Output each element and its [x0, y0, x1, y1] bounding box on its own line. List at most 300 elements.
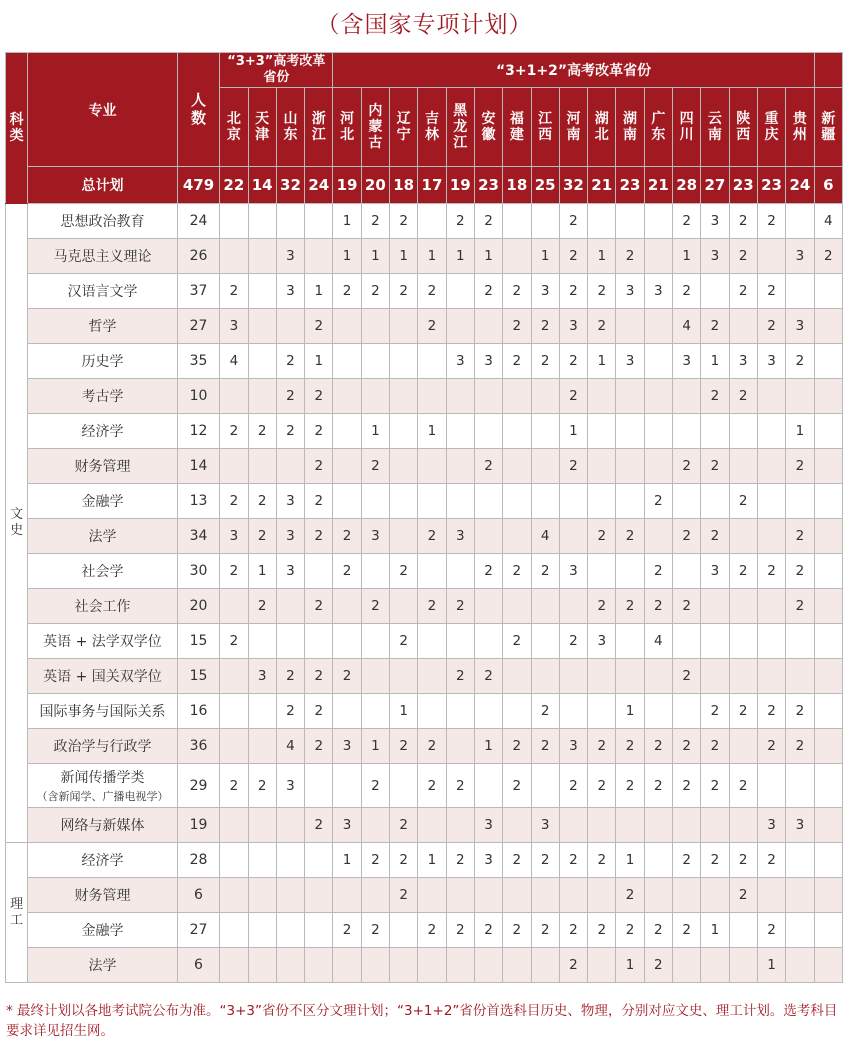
quota-cell [588, 204, 616, 239]
quota-cell: 4 [531, 519, 559, 554]
quota-cell: 2 [531, 729, 559, 764]
quota-cell [786, 878, 814, 913]
quota-cell [588, 554, 616, 589]
quota-cell: 2 [672, 519, 700, 554]
quota-cell: 2 [644, 729, 672, 764]
quota-cell [814, 484, 842, 519]
quota-cell [814, 519, 842, 554]
quota-cell [503, 414, 531, 449]
major-total: 28 [177, 843, 219, 878]
quota-cell [729, 589, 757, 624]
major-row [6, 694, 843, 729]
quota-cell [531, 484, 559, 519]
quota-cell [644, 878, 672, 913]
quota-cell: 3 [616, 344, 644, 379]
quota-cell: 2 [786, 694, 814, 729]
quota-cell: 2 [305, 729, 333, 764]
quota-cell [220, 843, 248, 878]
quota-cell: 2 [276, 694, 304, 729]
quota-cell: 2 [616, 913, 644, 948]
quota-cell [757, 589, 785, 624]
quota-cell: 3 [276, 484, 304, 519]
quota-cell: 2 [418, 764, 446, 808]
quota-cell [248, 913, 276, 948]
quota-cell [390, 659, 418, 694]
quota-cell [757, 379, 785, 414]
quota-cell [248, 878, 276, 913]
quota-cell [276, 948, 304, 983]
province-total: 21 [588, 167, 616, 204]
quota-cell: 2 [333, 659, 361, 694]
quota-cell: 2 [390, 274, 418, 309]
quota-cell [503, 948, 531, 983]
category-wenshi: 文 史 [6, 204, 28, 843]
quota-cell [616, 659, 644, 694]
province-header: 安 徽 [474, 88, 502, 167]
major-name [28, 659, 178, 694]
quota-cell: 1 [531, 239, 559, 274]
quota-cell [418, 624, 446, 659]
quota-cell: 2 [672, 204, 700, 239]
quota-cell [786, 843, 814, 878]
quota-cell: 3 [220, 519, 248, 554]
major-row [6, 878, 843, 913]
quota-cell [503, 808, 531, 843]
quota-cell [446, 878, 474, 913]
quota-cell: 2 [757, 204, 785, 239]
quota-cell [588, 379, 616, 414]
major-total: 27 [177, 913, 219, 948]
quota-cell [333, 878, 361, 913]
province-total: 25 [531, 167, 559, 204]
quota-cell: 2 [588, 729, 616, 764]
quota-cell [474, 694, 502, 729]
quota-cell [276, 913, 304, 948]
quota-cell [361, 694, 389, 729]
major-name-text: 法学 [88, 529, 117, 545]
quota-cell: 2 [672, 843, 700, 878]
quota-cell: 2 [786, 519, 814, 554]
quota-cell [531, 659, 559, 694]
quota-cell: 2 [305, 379, 333, 414]
quota-cell: 2 [474, 913, 502, 948]
quota-cell [390, 414, 418, 449]
quota-cell [418, 449, 446, 484]
quota-cell: 3 [701, 204, 729, 239]
province-total: 19 [333, 167, 361, 204]
major-row [6, 379, 843, 414]
quota-cell: 2 [333, 554, 361, 589]
quota-cell: 2 [418, 519, 446, 554]
quota-cell [248, 808, 276, 843]
major-total: 35 [177, 344, 219, 379]
quota-cell: 2 [559, 204, 587, 239]
quota-cell: 1 [361, 239, 389, 274]
quota-cell: 2 [729, 843, 757, 878]
quota-cell: 2 [305, 309, 333, 344]
quota-cell [446, 554, 474, 589]
quota-cell [644, 344, 672, 379]
quota-cell [588, 808, 616, 843]
quota-cell [814, 309, 842, 344]
quota-cell [701, 878, 729, 913]
major-total: 29 [177, 764, 219, 808]
province-header: 北 京 [220, 88, 248, 167]
major-name-text: 历史学 [81, 354, 124, 370]
quota-cell [361, 624, 389, 659]
quota-cell: 2 [701, 694, 729, 729]
quota-cell: 4 [644, 624, 672, 659]
quota-cell [248, 344, 276, 379]
quota-cell [248, 449, 276, 484]
quota-cell [559, 694, 587, 729]
quota-cell [616, 379, 644, 414]
quota-cell [390, 484, 418, 519]
province-total: 18 [390, 167, 418, 204]
quota-cell [361, 948, 389, 983]
quota-cell: 1 [757, 948, 785, 983]
quota-cell [390, 379, 418, 414]
major-total: 15 [177, 659, 219, 694]
quota-cell [531, 589, 559, 624]
quota-cell [390, 764, 418, 808]
quota-cell [503, 484, 531, 519]
quota-cell: 2 [390, 204, 418, 239]
quota-cell [616, 554, 644, 589]
quota-cell: 2 [729, 484, 757, 519]
quota-cell [220, 913, 248, 948]
quota-cell: 2 [729, 379, 757, 414]
quota-cell [757, 414, 785, 449]
quota-cell [672, 414, 700, 449]
quota-cell [361, 379, 389, 414]
quota-cell [814, 878, 842, 913]
quota-cell: 2 [503, 554, 531, 589]
quota-cell [220, 878, 248, 913]
major-total: 26 [177, 239, 219, 274]
quota-cell [418, 808, 446, 843]
quota-cell: 2 [531, 309, 559, 344]
quota-cell: 2 [390, 624, 418, 659]
quota-cell [305, 878, 333, 913]
province-header: 吉 林 [418, 88, 446, 167]
quota-cell [474, 624, 502, 659]
quota-cell [616, 309, 644, 344]
quota-cell [446, 624, 474, 659]
quota-cell: 2 [729, 204, 757, 239]
province-header: 重 庆 [757, 88, 785, 167]
quota-cell [503, 519, 531, 554]
major-name [28, 204, 178, 239]
quota-cell [333, 948, 361, 983]
major-subtitle: （含新闻学、广播电视学） [36, 790, 169, 803]
quota-cell: 2 [559, 344, 587, 379]
quota-cell [418, 659, 446, 694]
quota-cell [644, 659, 672, 694]
quota-cell [333, 309, 361, 344]
group-blank-header [814, 53, 842, 88]
quota-cell [814, 843, 842, 878]
quota-cell [672, 624, 700, 659]
quota-cell [559, 484, 587, 519]
quota-cell [305, 554, 333, 589]
quota-cell: 3 [616, 274, 644, 309]
quota-cell [333, 414, 361, 449]
quota-cell [418, 379, 446, 414]
quota-cell: 2 [276, 414, 304, 449]
quota-cell: 2 [701, 309, 729, 344]
quota-cell [276, 449, 304, 484]
quota-cell: 2 [531, 694, 559, 729]
quota-cell [390, 519, 418, 554]
quota-cell: 2 [305, 484, 333, 519]
quota-cell [701, 484, 729, 519]
province-total: 17 [418, 167, 446, 204]
quota-cell: 3 [220, 309, 248, 344]
quota-cell: 2 [474, 659, 502, 694]
quota-cell [333, 624, 361, 659]
quota-cell: 1 [446, 239, 474, 274]
quota-cell: 4 [814, 204, 842, 239]
quota-cell: 3 [644, 274, 672, 309]
quota-cell: 2 [672, 659, 700, 694]
quota-cell [418, 204, 446, 239]
quota-cell [559, 589, 587, 624]
quota-cell [644, 519, 672, 554]
quota-cell [418, 878, 446, 913]
quota-cell: 2 [672, 729, 700, 764]
quota-cell: 2 [786, 449, 814, 484]
quota-cell [814, 694, 842, 729]
quota-cell [729, 624, 757, 659]
quota-cell [390, 344, 418, 379]
province-header: 四 川 [672, 88, 700, 167]
major-total: 13 [177, 484, 219, 519]
quota-cell [814, 808, 842, 843]
major-row [6, 589, 843, 624]
province-total: 28 [672, 167, 700, 204]
quota-cell [248, 239, 276, 274]
quota-cell [474, 414, 502, 449]
province-header: 江 西 [531, 88, 559, 167]
major-row [6, 204, 843, 239]
province-header: 河 北 [333, 88, 361, 167]
quota-cell: 4 [672, 309, 700, 344]
major-name [28, 624, 178, 659]
quota-cell: 2 [333, 274, 361, 309]
quota-cell [616, 449, 644, 484]
quota-cell [248, 309, 276, 344]
quota-cell: 2 [729, 274, 757, 309]
quota-cell: 2 [446, 659, 474, 694]
quota-cell: 1 [361, 414, 389, 449]
quota-cell [757, 659, 785, 694]
quota-cell: 1 [474, 239, 502, 274]
quota-cell [390, 449, 418, 484]
quota-cell [531, 878, 559, 913]
quota-cell: 2 [757, 843, 785, 878]
quota-cell [531, 414, 559, 449]
quota-cell [672, 694, 700, 729]
major-name [28, 309, 178, 344]
quota-cell [729, 729, 757, 764]
quota-cell: 2 [305, 589, 333, 624]
quota-cell [361, 309, 389, 344]
quota-cell: 2 [531, 913, 559, 948]
quota-cell: 2 [248, 589, 276, 624]
quota-cell [588, 694, 616, 729]
quota-cell: 2 [531, 554, 559, 589]
quota-cell [729, 519, 757, 554]
quota-cell: 2 [644, 764, 672, 808]
quota-cell [220, 239, 248, 274]
quota-cell: 1 [474, 729, 502, 764]
quota-cell [786, 624, 814, 659]
quota-cell: 2 [644, 589, 672, 624]
quota-cell: 3 [531, 808, 559, 843]
quota-cell: 3 [757, 344, 785, 379]
quota-cell [701, 808, 729, 843]
quota-cell: 2 [757, 274, 785, 309]
quota-cell: 2 [786, 729, 814, 764]
quota-cell: 3 [446, 519, 474, 554]
major-total: 20 [177, 589, 219, 624]
quota-cell [446, 729, 474, 764]
quota-cell [786, 379, 814, 414]
major-total: 19 [177, 808, 219, 843]
quota-cell [814, 948, 842, 983]
quota-cell: 3 [672, 344, 700, 379]
quota-cell [588, 484, 616, 519]
quota-cell [446, 694, 474, 729]
quota-cell [672, 948, 700, 983]
quota-cell: 2 [361, 764, 389, 808]
quota-cell: 1 [390, 694, 418, 729]
province-total: 19 [446, 167, 474, 204]
major-name-text: 金融学 [81, 923, 124, 939]
quota-cell [814, 554, 842, 589]
major-header: 专业 [28, 53, 178, 167]
province-total: 14 [248, 167, 276, 204]
quota-cell: 1 [418, 239, 446, 274]
quota-cell [616, 204, 644, 239]
quota-cell [616, 484, 644, 519]
quota-cell: 2 [559, 764, 587, 808]
quota-cell [786, 659, 814, 694]
quota-cell: 3 [446, 344, 474, 379]
major-row [6, 239, 843, 274]
quota-cell: 2 [503, 344, 531, 379]
quota-cell [503, 379, 531, 414]
quota-cell [729, 913, 757, 948]
major-total: 14 [177, 449, 219, 484]
quota-cell: 2 [729, 878, 757, 913]
quota-cell: 2 [446, 204, 474, 239]
quota-cell: 2 [757, 694, 785, 729]
quota-cell: 2 [644, 484, 672, 519]
province-header: 贵 州 [786, 88, 814, 167]
quota-cell [672, 484, 700, 519]
province-header: 湖 南 [616, 88, 644, 167]
quota-cell: 2 [446, 913, 474, 948]
major-name [28, 274, 178, 309]
quota-cell [701, 414, 729, 449]
quota-cell [276, 309, 304, 344]
major-name [28, 843, 178, 878]
quota-cell: 2 [220, 764, 248, 808]
major-name-text: 经济学 [81, 424, 124, 440]
quota-cell [531, 204, 559, 239]
major-total: 24 [177, 204, 219, 239]
quota-cell: 2 [276, 659, 304, 694]
major-name-text: 马克思主义理论 [53, 249, 152, 265]
quota-cell [361, 659, 389, 694]
quota-cell: 3 [333, 808, 361, 843]
quota-cell [333, 694, 361, 729]
major-name [28, 554, 178, 589]
quota-cell: 2 [616, 589, 644, 624]
quota-cell: 1 [701, 913, 729, 948]
quota-cell [701, 589, 729, 624]
quota-cell [305, 948, 333, 983]
quota-cell [644, 694, 672, 729]
category-header: 科 类 [6, 53, 28, 204]
quota-cell: 2 [390, 843, 418, 878]
quota-cell: 2 [531, 344, 559, 379]
quota-cell [644, 414, 672, 449]
quota-cell [531, 379, 559, 414]
quota-cell: 2 [220, 624, 248, 659]
major-row [6, 344, 843, 379]
quota-cell: 1 [672, 239, 700, 274]
quota-cell: 2 [248, 484, 276, 519]
quota-cell [418, 484, 446, 519]
quota-cell: 2 [559, 948, 587, 983]
quota-cell [474, 589, 502, 624]
quota-cell [305, 239, 333, 274]
quota-cell [276, 878, 304, 913]
quota-cell: 2 [672, 764, 700, 808]
quota-cell: 2 [418, 589, 446, 624]
quota-cell [531, 449, 559, 484]
major-name [28, 808, 178, 843]
quota-cell: 3 [276, 554, 304, 589]
quota-cell [814, 379, 842, 414]
quota-cell [814, 589, 842, 624]
quota-cell [305, 913, 333, 948]
quota-cell: 2 [786, 344, 814, 379]
major-name-text: 财务管理 [74, 459, 131, 475]
quota-cell [644, 449, 672, 484]
quota-cell: 1 [616, 694, 644, 729]
quota-cell [814, 344, 842, 379]
quota-cell: 2 [729, 764, 757, 808]
quota-cell: 2 [588, 274, 616, 309]
quota-cell: 1 [361, 729, 389, 764]
quota-cell [361, 484, 389, 519]
quota-cell: 3 [786, 309, 814, 344]
quota-cell [757, 449, 785, 484]
quota-cell: 1 [701, 344, 729, 379]
total-plan-label: 总计划 [28, 167, 178, 204]
quota-cell [588, 659, 616, 694]
province-total: 23 [757, 167, 785, 204]
quota-cell: 2 [757, 913, 785, 948]
quota-cell: 2 [588, 764, 616, 808]
enrollment-plan-table [5, 52, 843, 983]
quota-cell [757, 239, 785, 274]
major-name [28, 449, 178, 484]
